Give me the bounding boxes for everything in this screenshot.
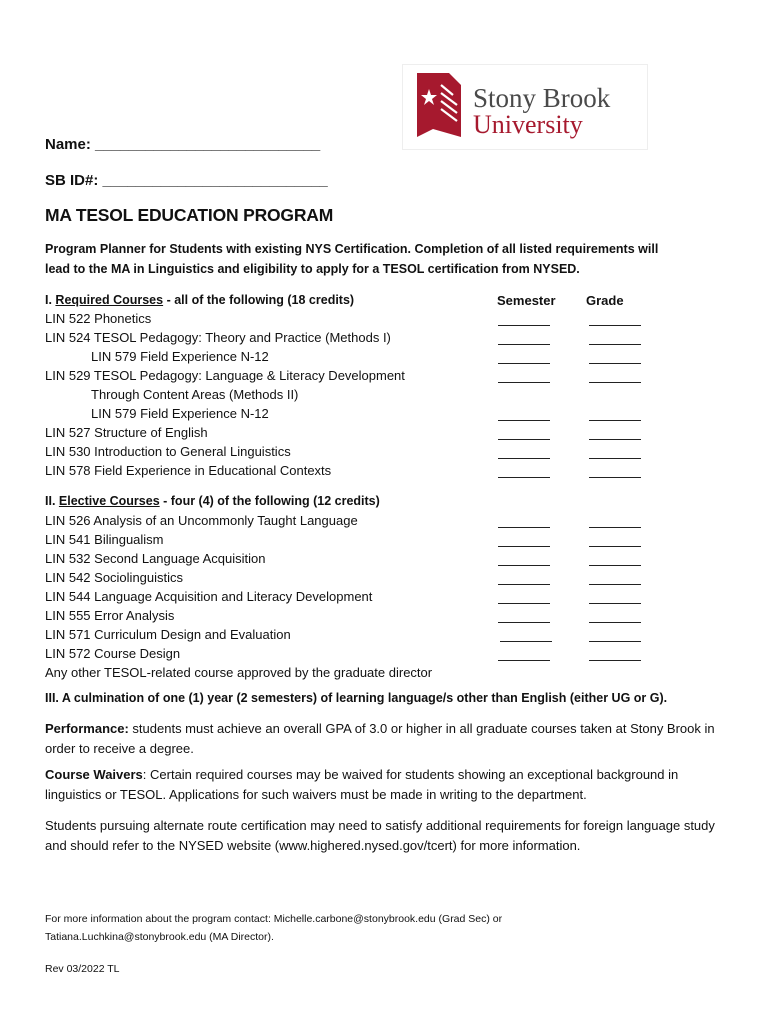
grade-blank[interactable] — [589, 439, 641, 440]
required-course: LIN 529 TESOL Pedagogy: Language & Literacy Development — [45, 368, 405, 383]
elective-prefix: II. — [45, 494, 59, 508]
grade-blank[interactable] — [589, 420, 641, 421]
required-suffix: - all of the following (18 credits) — [163, 293, 355, 307]
elective-course: LIN 532 Second Language Acquisition — [45, 551, 266, 566]
elective-course: LIN 542 Sociolinguistics — [45, 570, 184, 585]
required-course-sub: LIN 579 Field Experience N-12 — [91, 349, 269, 364]
grade-blank[interactable] — [589, 603, 641, 604]
grade-blank[interactable] — [589, 546, 641, 547]
revision-note: Rev 03/2022 TL — [45, 963, 120, 975]
intro-line-2: lead to the MA in Linguistics and eligibility to apply for a TESOL certification from NYSED. — [45, 262, 580, 276]
elective-course: LIN 541 Bilingualism — [45, 532, 164, 547]
elective-course: LIN 571 Curriculum Design and Evaluation — [45, 627, 291, 642]
elective-course: Any other TESOL-related course approved by the graduate director — [45, 665, 433, 680]
semester-blank[interactable] — [498, 477, 550, 478]
required-course: LIN 522 Phonetics — [45, 311, 152, 326]
required-course: LIN 578 Field Experience in Educational Contexts — [45, 463, 332, 478]
grade-blank[interactable] — [589, 382, 641, 383]
semester-blank[interactable] — [498, 660, 550, 661]
grade-blank[interactable] — [589, 641, 641, 642]
semester-blank[interactable] — [498, 622, 550, 623]
elective-course: LIN 526 Analysis of an Uncommonly Taught Language — [45, 513, 358, 528]
semester-blank[interactable] — [498, 458, 550, 459]
semester-blank[interactable] — [498, 584, 550, 585]
required-course: LIN 524 TESOL Pedagogy: Theory and Practice (Methods I) — [45, 330, 391, 345]
alternate-route-paragraph: Students pursuing alternate route certification may need to satisfy additional requirements for foreign language study and should refer to the NYSED website (www.highered.nysed.gov/tcert) for more information. — [45, 818, 715, 853]
grade-blank[interactable] — [589, 584, 641, 585]
elective-course: LIN 555 Error Analysis — [45, 608, 175, 623]
required-prefix: I. — [45, 293, 56, 307]
semester-blank[interactable] — [498, 546, 550, 547]
grade-column-header: Grade — [586, 293, 624, 308]
grade-blank[interactable] — [589, 458, 641, 459]
contact-line-2: Tatiana.Luchkina@stonybrook.edu (MA Director). — [45, 931, 274, 943]
required-section-heading — [45, 293, 354, 307]
culmination-requirement: III. A culmination of one (1) year (2 semesters) of learning language/s other than English (either UG or G). — [45, 691, 668, 705]
performance-text: students must achieve an overall GPA of 3.0 or higher in all graduate courses taken at Stony Brook in order to receive a degree. — [45, 721, 715, 756]
semester-blank[interactable] — [498, 344, 550, 345]
grade-blank[interactable] — [589, 527, 641, 528]
semester-blank[interactable] — [498, 603, 550, 604]
intro-line-1: Program Planner for Students with existing NYS Certification. Completion of all listed requirements will — [45, 242, 659, 256]
semester-blank[interactable] — [498, 363, 550, 364]
semester-blank[interactable] — [498, 382, 550, 383]
contact-line-1: For more information about the program contact: Michelle.carbone@stonybrook.edu (Grad Sec) or — [45, 913, 503, 925]
required-title: Required Courses — [55, 293, 164, 307]
semester-blank[interactable] — [498, 325, 550, 326]
svg-text:Stony Brook: Stony Brook — [473, 83, 611, 113]
semester-blank[interactable] — [498, 527, 550, 528]
required-course-sub: LIN 579 Field Experience N-12 — [91, 406, 269, 421]
performance-label: Performance: — [45, 721, 129, 736]
sbid-field-label[interactable]: SB ID#: ___________________________ — [45, 172, 328, 189]
grade-blank[interactable] — [589, 660, 641, 661]
university-seal-icon — [403, 65, 647, 149]
grade-blank[interactable] — [589, 622, 641, 623]
semester-column-header: Semester — [497, 293, 556, 308]
required-course-sub: Through Content Areas (Methods II) — [91, 387, 299, 402]
semester-blank[interactable] — [498, 420, 550, 421]
grade-blank[interactable] — [589, 325, 641, 326]
elective-title: Elective Courses — [58, 494, 160, 508]
grade-blank[interactable] — [589, 477, 641, 478]
elective-course: LIN 572 Course Design — [45, 646, 181, 661]
elective-course: LIN 544 Language Acquisition and Literacy Development — [45, 589, 373, 604]
svg-text:University: University — [473, 110, 583, 139]
elective-section-heading — [45, 494, 380, 508]
waivers-paragraph — [45, 765, 735, 805]
performance-paragraph — [45, 719, 735, 759]
semester-blank[interactable] — [500, 641, 552, 642]
grade-blank[interactable] — [589, 363, 641, 364]
semester-blank[interactable] — [498, 565, 550, 566]
grade-blank[interactable] — [589, 344, 641, 345]
required-course: LIN 530 Introduction to General Linguistics — [45, 444, 291, 459]
waivers-text: : Certain required courses may be waived for students showing an exceptional background in linguistics or TESOL. Applications for such waivers must be made in writing to the department. — [45, 767, 679, 802]
waivers-label: Course Waivers — [45, 767, 143, 782]
grade-blank[interactable] — [589, 565, 641, 566]
university-logo — [402, 64, 648, 150]
required-course: LIN 527 Structure of English — [45, 425, 208, 440]
semester-blank[interactable] — [498, 439, 550, 440]
page-title: MA TESOL EDUCATION PROGRAM — [45, 205, 334, 225]
elective-suffix: - four (4) of the following (12 credits) — [159, 494, 380, 508]
name-field-label[interactable]: Name: ___________________________ — [45, 136, 321, 153]
